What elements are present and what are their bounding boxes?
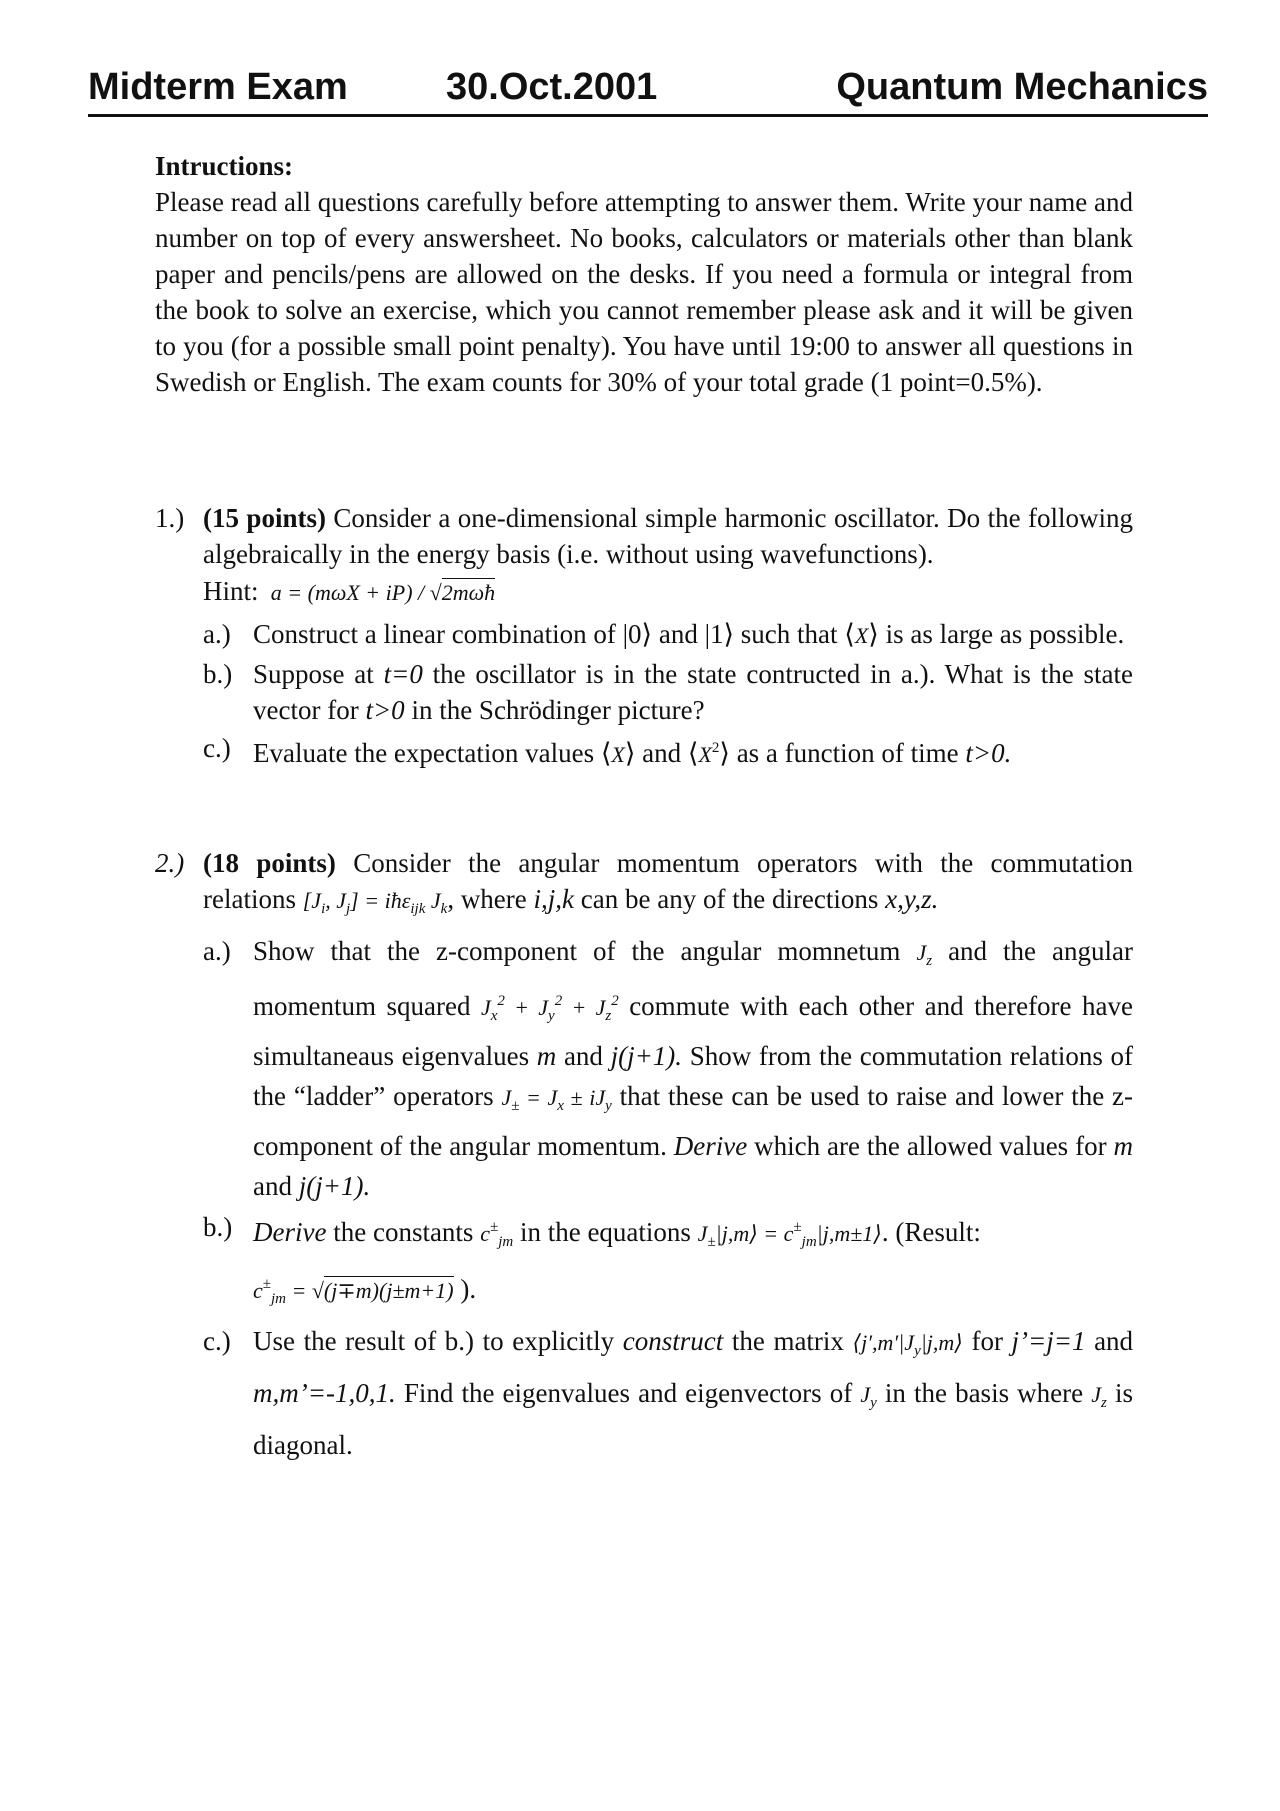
question-1a-label: a.) — [203, 619, 231, 649]
question-2b-label: b.) — [203, 1212, 233, 1242]
ladder-action-formula: $J_\pm|j,m⟩$ = $c^\pm_{jm}|j,m\pm 1⟩$ — [697, 1219, 882, 1250]
instructions — [155, 148, 1133, 400]
question-1b-t0: t=0 — [383, 659, 423, 689]
ket-zero: |0⟩ — [622, 619, 653, 649]
question-2c — [155, 1320, 1133, 1466]
question-2c-text3: Find the eigenvalues and eigenvectors of — [403, 1378, 853, 1408]
question-1c-and: and — [642, 738, 682, 768]
question-2c-label: c.) — [203, 1326, 231, 1356]
jy-symbol: $J_y$ — [860, 1382, 877, 1411]
question-2a-text5: that these can be used to raise and lower the z-component of the angular momentum. — [253, 1081, 1134, 1161]
question-1b-text3: in the Schrödinger picture? — [411, 695, 705, 725]
question-2a-text2: and the angular momentum squared — [253, 936, 1134, 1021]
ket-one: |1⟩ — [704, 619, 735, 649]
question-1-hint — [155, 572, 1133, 612]
question-2c-in: in the basis where — [884, 1378, 1084, 1408]
jz-symbol: $J_z$ — [916, 940, 933, 969]
question-2a-text6: which are the allowed values for — [754, 1131, 1107, 1161]
question-2b-text1: the constants — [333, 1217, 474, 1247]
question-2a-and2: and — [253, 1171, 292, 1201]
question-1c-text2: as a function of time — [736, 738, 959, 768]
question-2-dirs: x,y,z. — [885, 884, 939, 914]
question-2a-derive: Derive — [673, 1131, 748, 1161]
question-2b-derive: Derive — [253, 1217, 327, 1247]
question-2 — [155, 845, 1133, 1466]
c-result-formula: $c^\pm_{jm} = √(j\mp m)(j\pm m+1)$ — [253, 1276, 454, 1307]
question-2a — [155, 931, 1133, 1206]
instructions-label: Intructions: — [155, 151, 294, 181]
expect-x-1c: ⟨X⟩ — [600, 738, 636, 768]
question-2c-and: and — [1094, 1326, 1134, 1356]
question-2-number: 2.) — [155, 848, 185, 878]
question-2b-text4: ). — [460, 1274, 477, 1304]
question-1-intro — [155, 500, 1133, 572]
question-2-text3: can be any of the directions — [580, 884, 879, 914]
header-course: Quantum Mechanics — [836, 66, 1208, 108]
question-1b-text1: Suppose at — [253, 659, 374, 689]
question-2-points: (18 points) — [203, 848, 336, 878]
hint-formula: a = (mωX + iP) / √2mωħ — [265, 580, 496, 605]
question-2a-jj: j(j+1). — [610, 1041, 683, 1071]
j-squared-formula: $J_x^2 + J_y^2 + J_z^2$ — [480, 993, 619, 1024]
question-1-number: 1.) — [155, 503, 185, 533]
question-2a-text3: commute with each other and therefore have simultaneaus eigenvalues — [253, 991, 1134, 1071]
question-2a-label: a.) — [203, 936, 231, 966]
question-1b — [155, 656, 1133, 728]
instructions-text: Please read all questions carefully before attempting to answer them. Write your name and number on top of every answersheet. No books, calculators or materials other than blank paper and pencils/pens are allowed on the desks. If you need a formula or integral from the book to solve an exercise, which you cannot remember please ask and it will be given to you (for a possible small point penalty). You have until 19:00 to answer all questions in Swedish or English. The exam counts for 30% of your total grade (1 point=0.5%). — [155, 187, 1133, 397]
question-2a-m2: m — [1113, 1131, 1134, 1161]
question-1a-text1: Construct a linear combination of — [253, 619, 616, 649]
question-2c-diag: is diagonal. — [253, 1378, 1133, 1460]
question-1a-text2: such that — [740, 619, 838, 649]
question-2c-construct: construct — [622, 1326, 724, 1356]
question-2c-j: j’=j=1 — [1011, 1326, 1086, 1356]
question-2b — [155, 1206, 1133, 1320]
expect-x2: $⟨X^2⟩$ — [687, 738, 730, 768]
question-1c-label: c.) — [203, 733, 231, 763]
header-date: 30.Oct.2001 — [446, 66, 658, 108]
question-2b-text2: in the equations — [519, 1217, 691, 1247]
question-2a-m: m — [536, 1041, 557, 1071]
matrix-element-formula: $⟨j',m'|J_y|j,m⟩$ — [852, 1330, 963, 1359]
question-2-text1: Consider the angular momentum operators with the commutation relations — [203, 848, 1134, 914]
question-1b-tgt: t>0 — [365, 695, 405, 725]
question-2a-jj2: j(j+1). — [298, 1171, 371, 1201]
question-1 — [155, 500, 1133, 775]
hint-label: Hint: — [203, 576, 259, 606]
question-2c-for: for — [971, 1326, 1003, 1356]
expect-x: ⟨X⟩ — [844, 619, 879, 649]
c-constant-symbol: $c^\pm_{jm}$ — [480, 1219, 514, 1250]
header-exam-type: Midterm Exam — [88, 66, 348, 108]
question-2-indices: i,j,k — [533, 884, 575, 914]
question-1b-text2: the oscillator is in the state contructed in a.). What is the state vector for — [253, 659, 1133, 725]
question-2a-text1: Show that the z-component of the angular momnetum — [253, 936, 901, 966]
question-2a-and: and — [563, 1041, 603, 1071]
question-1b-label: b.) — [203, 659, 233, 689]
question-1c — [155, 728, 1133, 775]
question-1a-text3: is as large as possible. — [885, 619, 1125, 649]
question-2-intro — [155, 845, 1133, 927]
question-2-text2: , where — [447, 884, 527, 914]
question-2b-text3: . (Result: — [881, 1217, 981, 1247]
ladder-formula: $J_\pm = J_x \pm iJ_y$ — [501, 1085, 612, 1114]
question-2c-m: m,m’=-1,0,1. — [253, 1378, 396, 1408]
exam-header — [88, 66, 1208, 117]
commutator-formula: [$J_i$, $J_j$] = iħε$_{ijk}$ $J_k$ — [302, 888, 448, 917]
question-1a — [155, 614, 1133, 656]
jz-symbol-2c: $J_z$ — [1091, 1382, 1107, 1411]
question-1-points: (15 points) — [203, 503, 326, 533]
question-1c-text1: Evaluate the expectation values — [253, 738, 595, 768]
question-1-text: Consider a one-dimensional simple harmonic oscillator. Do the following algebraically in the energy basis (i.e. without using wavefunctions). — [203, 503, 1133, 569]
question-1a-and: and — [658, 619, 698, 649]
question-2c-text2: the matrix — [731, 1326, 844, 1356]
question-2a-text4: Show from the commutation relations of the “ladder” operators — [253, 1041, 1134, 1111]
question-2c-text1: Use the result of b.) to explicitly — [253, 1326, 615, 1356]
question-1c-t: t>0. — [965, 738, 1012, 768]
